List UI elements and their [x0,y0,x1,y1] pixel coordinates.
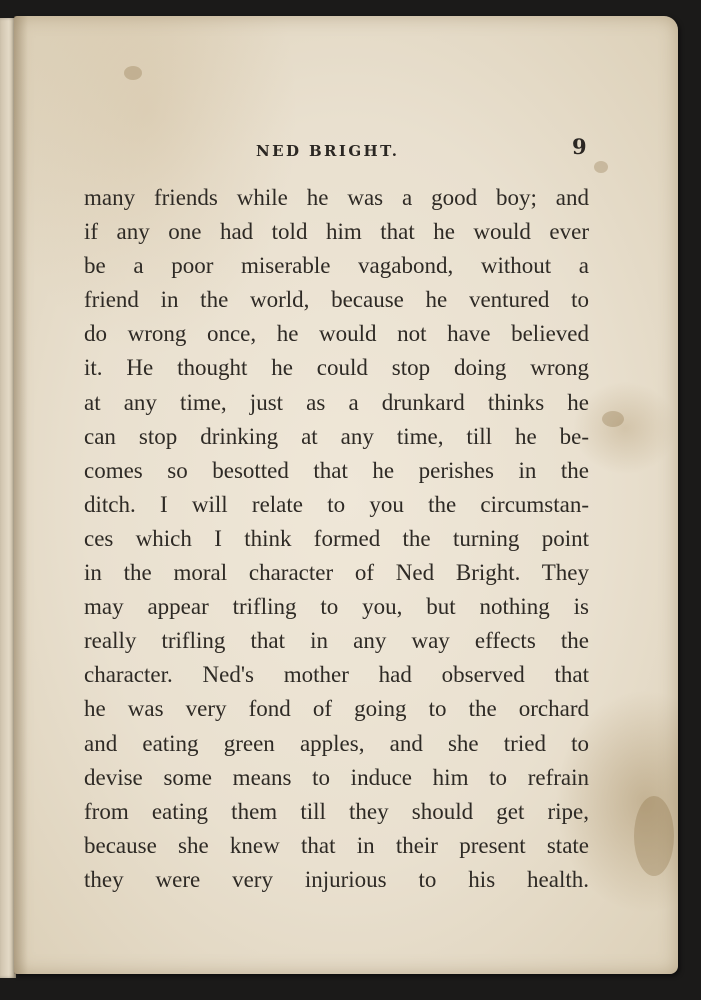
foxing-stain [124,66,142,80]
text-line: they were very injurious to his health. [84,866,589,892]
text-line: ces which I think formed the turning point [84,525,589,551]
text-line: if any one had told him that he would ever [84,219,589,245]
running-head [14,134,678,164]
foxing-stain [602,411,624,427]
text-line: from eating them till they should get ripe, [84,798,589,824]
text-line: ditch. I will relate to you the circumstan- [84,491,589,517]
text-line: really trifling that in any way effects the [84,628,589,654]
text-line: friend in the world, because he ventured to [84,287,589,313]
text-line: comes so besotted that he perishes in the [84,457,589,483]
text-line: be a poor miserable vagabond, without a [84,253,589,279]
book-page [14,16,678,974]
text-line: do wrong once, he would not have believed [84,321,589,347]
text-line: it. He thought he could stop doing wrong [84,355,589,381]
text-line: can stop drinking at any time, till he be- [84,423,589,449]
text-line: he was very fond of going to the orchard [84,696,589,722]
text-line: because she knew that in their present state [84,832,589,858]
page-number: 9 [572,134,587,159]
running-head-title: NED BRIGHT. [256,142,400,160]
text-line: and eating green apples, and she tried to [84,730,589,756]
text-line: devise some means to induce him to refrain [84,764,589,790]
foxing-stain [634,796,674,876]
text-line: in the moral character of Ned Bright. They [84,560,589,586]
text-line: may appear trifling to you, but nothing is [84,594,589,620]
text-line: many friends while he was a good boy; and [84,185,589,210]
body-text [84,181,589,897]
text-line: character. Ned's mother had observed that [84,662,589,688]
text-line: at any time, just as a drunkard thinks he [84,389,589,415]
